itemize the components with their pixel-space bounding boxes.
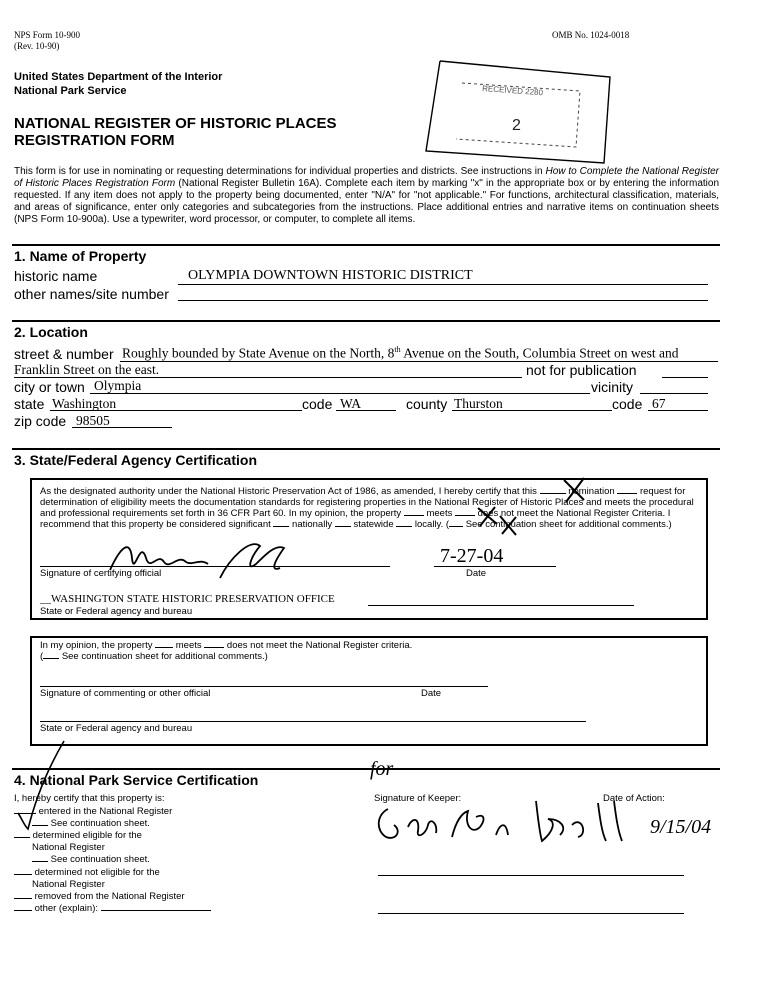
comment-signature-line[interactable] — [40, 686, 488, 687]
department-name: United States Department of the Interior — [14, 71, 223, 83]
county-code-value[interactable]: 67 — [652, 396, 666, 411]
certification-date-value[interactable]: 7-27-04 — [440, 545, 504, 567]
nps-option-entered-continuation[interactable]: See continuation sheet. — [32, 818, 150, 829]
state-value[interactable]: Washington — [52, 396, 117, 411]
historic-name-line — [178, 284, 708, 285]
nps-option-not-eligible-line2: National Register — [32, 879, 105, 890]
zip-line — [72, 427, 172, 428]
nps-option-not-eligible[interactable]: determined not eligible for the — [14, 867, 160, 878]
historic-name-label: historic name — [14, 268, 98, 284]
date-label: Date — [466, 568, 487, 579]
state-line — [50, 410, 302, 411]
nps-option-eligible-line2: National Register — [32, 842, 105, 853]
county-line — [452, 410, 612, 411]
section-divider — [12, 448, 720, 450]
vicinity-field[interactable] — [640, 393, 708, 394]
date-of-action-value[interactable]: 9/15/04 — [650, 816, 712, 838]
state-code-value[interactable]: WA — [340, 396, 361, 411]
section-3-heading: 3. State/Federal Agency Certification — [14, 452, 257, 468]
zip-label: zip code — [14, 413, 67, 429]
section-divider — [12, 244, 720, 246]
comment-signature-label: Signature of commenting or other official — [40, 688, 211, 699]
opinion-text: In my opinion, the property meets does not meet the National Register criteria. ( See continuation sheet for additional comments.) — [40, 640, 413, 662]
stamp-day: 2 — [512, 117, 521, 134]
other-names-field[interactable] — [178, 300, 708, 301]
vicinity-label: vicinity — [591, 379, 634, 395]
street-value[interactable]: Roughly bounded by State Avenue on the North, 8th Avenue on the South, Columbia Street on west and — [122, 345, 679, 361]
bureau-label: State or Federal agency and bureau — [40, 606, 193, 617]
nps-intro-text: I, hereby certify that this property is: — [14, 793, 165, 804]
nps-option-eligible[interactable]: determined eligible for the — [14, 830, 142, 841]
section-divider — [12, 768, 720, 770]
county-code-line — [648, 410, 708, 411]
state-code-label: code — [302, 396, 333, 412]
service-name: National Park Service — [14, 85, 127, 97]
county-value[interactable]: Thurston — [454, 396, 503, 411]
form-title: NATIONAL REGISTER OF HISTORIC PLACES — [14, 115, 337, 132]
omb-number: OMB No. 1024-0018 — [552, 30, 630, 40]
form-subtitle: REGISTRATION FORM — [14, 132, 175, 149]
section-1-heading: 1. Name of Property — [14, 248, 147, 264]
keeper-line-3[interactable] — [378, 913, 684, 914]
certifying-signature — [100, 528, 300, 588]
nomination-x-mark — [560, 476, 590, 504]
county-code-label: code — [612, 396, 643, 412]
comment-bureau-line[interactable] — [40, 721, 586, 722]
nps-option-eligible-continuation[interactable]: See continuation sheet. — [32, 854, 150, 865]
office-line — [368, 605, 634, 606]
comment-date-label: Date — [421, 688, 442, 699]
state-code-line — [336, 410, 396, 411]
signature-label: Signature of certifying official — [40, 568, 162, 579]
nps-option-other[interactable]: other (explain): — [14, 903, 211, 914]
certification-text: As the designated authority under the National Historic Preservation Act of 1986, as amended, I hereby certify that this nomination request for determination of eligibility meets the documentation standards for registering properties in the National Register of Historic Places and meets the procedural and professional requirements set forth in 36 CFR Part 60. In my opinion, the property meets does not meet the National Register Criteria. I recommend that this property be considered significant nationally statewide locally. ( See continuation sheet for additional comments.) — [40, 486, 694, 530]
city-label: city or town — [14, 379, 85, 395]
street-label: street & number — [14, 346, 114, 362]
received-stamp — [420, 55, 620, 170]
for-note: for — [370, 758, 394, 780]
not-for-publication-label: not for publication — [526, 362, 637, 378]
section-4-heading: 4. National Park Service Certification — [14, 772, 259, 788]
street-line-2 — [14, 377, 522, 378]
comment-bureau-label: State or Federal agency and bureau — [40, 723, 193, 734]
keeper-signature-label: Signature of Keeper: — [374, 793, 462, 804]
other-names-label: other names/site number — [14, 286, 169, 302]
instructions-paragraph: This form is for use in nominating or requesting determinations for individual properties and districts. See instructions in How to Complete the National Register of Historic Places Registration Form (National Register Bulletin 16A). Complete each item by marking "x" in the appropriate box or by entering the information requested. If any item does not apply to the property being documented, enter "N/A" for "not applicable." For functions, architectural classification, materials, and areas of significance, enter only categories and subcategories from the instructions. Place additional entries and narrative items on continuation sheets (NPS Form 10-900a). Use a typewriter, word processor, or computer, to complete all items. — [14, 166, 719, 225]
zip-value[interactable]: 98505 — [76, 413, 110, 428]
form-revision: (Rev. 10-90) — [14, 41, 60, 51]
date-of-action-label: Date of Action: — [603, 793, 665, 804]
date-line — [434, 566, 556, 567]
city-line — [90, 393, 590, 394]
historic-name-value[interactable]: OLYMPIA DOWNTOWN HISTORIC DISTRICT — [188, 268, 473, 283]
section-2-heading: 2. Location — [14, 324, 88, 340]
section-divider — [12, 320, 720, 322]
nps-option-removed[interactable]: removed from the National Register — [14, 891, 185, 902]
stamp-text: RECEIVED 2280 — [481, 84, 544, 98]
keeper-line-2[interactable] — [378, 875, 684, 876]
keeper-signature — [372, 795, 632, 850]
nps-option-entered[interactable]: entered in the National Register — [14, 806, 172, 817]
form-number: NPS Form 10-900 — [14, 30, 81, 40]
office-value[interactable]: __WASHINGTON STATE HISTORIC PRESERVATION OFFICE — [40, 593, 335, 605]
city-value[interactable]: Olympia — [94, 378, 142, 393]
street-value-cont[interactable]: Franklin Street on the east. — [14, 362, 160, 377]
signature-line — [40, 566, 390, 567]
locally-x-mark — [496, 513, 522, 537]
state-label: state — [14, 396, 45, 412]
not-for-publication-field[interactable] — [662, 377, 708, 378]
county-label: county — [406, 396, 448, 412]
